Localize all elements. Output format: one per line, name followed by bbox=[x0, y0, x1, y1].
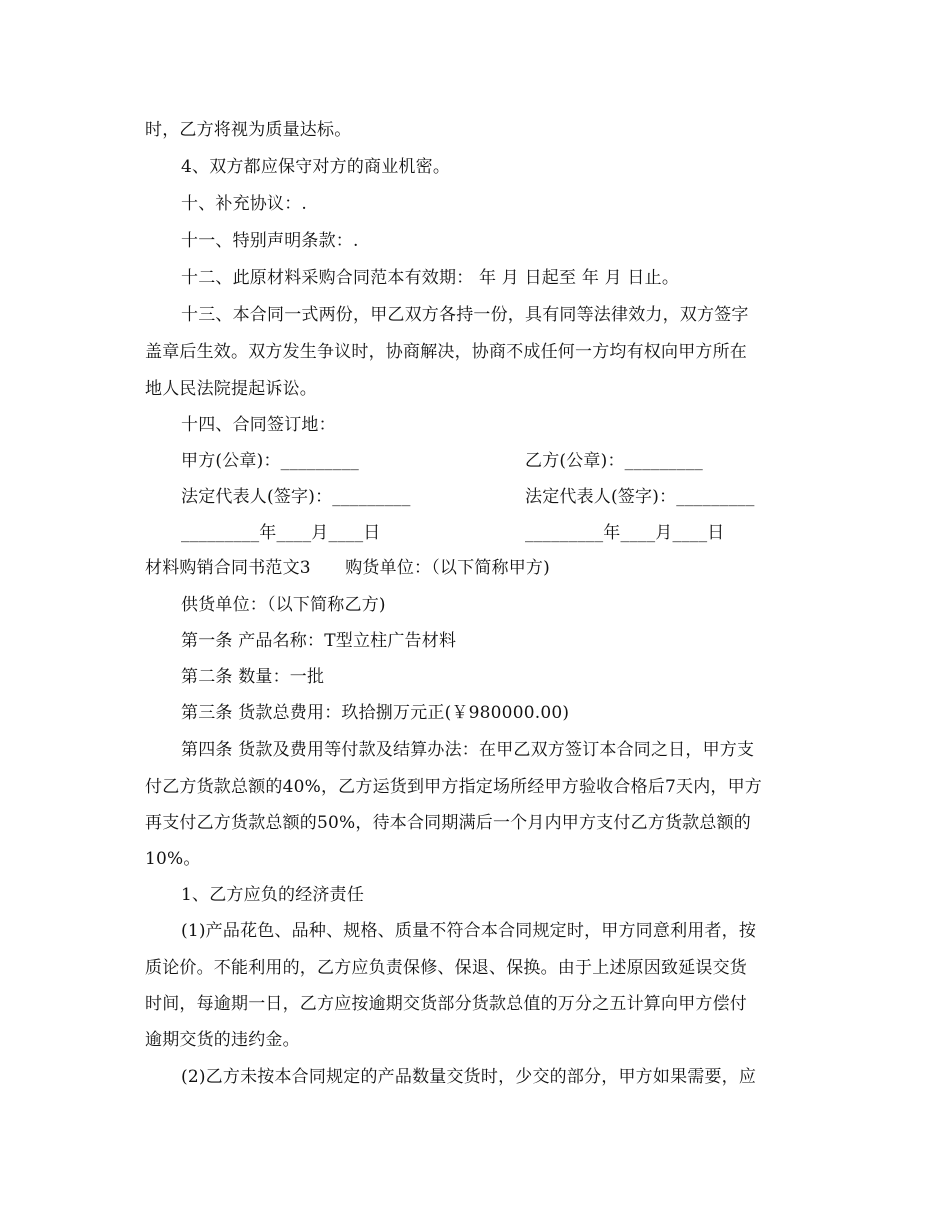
paragraph-line: 质论价。不能利用的，乙方应负责保修、保退、保换。由于上述原因致延误交货 bbox=[145, 958, 747, 978]
party-a-seal-line: 甲方(公章)：_________ bbox=[181, 451, 359, 471]
party-a-representative-line: 法定代表人(签字)：_________ bbox=[181, 487, 411, 507]
paragraph-line: 十、补充协议：. bbox=[181, 194, 308, 214]
paragraph-line: 第一条 产品名称：T型立柱广告材料 bbox=[181, 631, 457, 651]
paragraph-line: 4、双方都应保守对方的商业机密。 bbox=[181, 157, 451, 177]
paragraph-line: 再支付乙方货款总额的50%，待本合同期满后一个月内甲方支付乙方货款总额的 bbox=[145, 813, 751, 833]
paragraph-line: 第三条 货款总费用：玖拾捌万元正(￥980000.00) bbox=[181, 703, 570, 723]
paragraph-line: 盖章后生效。双方发生争议时，协商解决，协商不成任何一方均有权向甲方所在 bbox=[145, 342, 747, 362]
paragraph-line: (1)产品花色、品种、规格、质量不符合本合同规定时，甲方同意利用者，按 bbox=[181, 921, 757, 941]
section-title-line: 材料购销合同书范文3 购货单位：（以下简称甲方) bbox=[145, 558, 550, 578]
paragraph-line: 十三、本合同一式两份，甲乙双方各持一份，具有同等法律效力，双方签字 bbox=[181, 305, 749, 325]
paragraph-line: 10%。 bbox=[145, 849, 201, 869]
paragraph-line: 第二条 数量：一批 bbox=[181, 667, 325, 687]
paragraph-line: 第四条 货款及费用等付款及结算办法：在甲乙双方签订本合同之日，甲方支 bbox=[181, 740, 755, 760]
paragraph-line: 逾期交货的违约金。 bbox=[145, 1030, 300, 1050]
party-b-representative-line: 法定代表人(签字)：_________ bbox=[525, 487, 755, 507]
party-a-date-line: _________年____月____日 bbox=[181, 523, 381, 543]
paragraph-line: 时间，每逾期一日，乙方应按逾期交货部分货款总值的万分之五计算向甲方偿付 bbox=[145, 994, 747, 1014]
party-b-seal-line: 乙方(公章)：_________ bbox=[525, 451, 703, 471]
paragraph-line: 地人民法院提起诉讼。 bbox=[145, 379, 317, 399]
paragraph-line: 1、乙方应负的经济责任 bbox=[181, 885, 365, 905]
paragraph-line: 十二、此原材料采购合同范本有效期： 年 月 日起至 年 月 日止。 bbox=[181, 268, 680, 288]
paragraph-line: 时，乙方将视为质量达标。 bbox=[145, 120, 352, 140]
paragraph-line: 十一、特别声明条款：. bbox=[181, 231, 359, 251]
paragraph-line: (2)乙方未按本合同规定的产品数量交货时，少交的部分，甲方如果需要，应 bbox=[181, 1067, 757, 1087]
paragraph-line: 供货单位：（以下简称乙方) bbox=[181, 595, 386, 615]
party-b-date-line: _________年____月____日 bbox=[525, 523, 725, 543]
paragraph-line: 十四、合同签订地： bbox=[181, 415, 336, 435]
paragraph-line: 付乙方货款总额的40%，乙方运货到甲方指定场所经甲方验收合格后7天内，甲方 bbox=[145, 777, 762, 797]
